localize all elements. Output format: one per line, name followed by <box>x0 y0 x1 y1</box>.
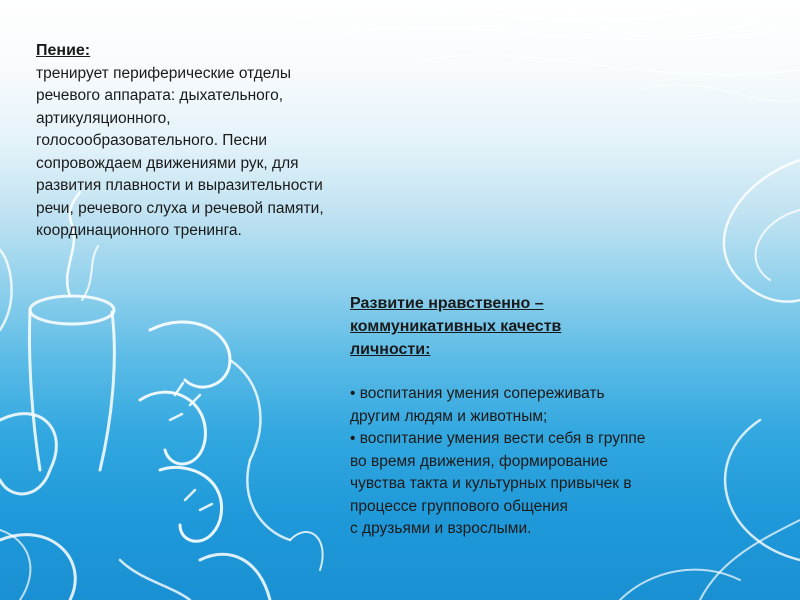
moral-body-line: чувства такта и культурных привычек в <box>350 475 632 492</box>
moral-heading-line: коммуникативных качеств <box>350 318 562 335</box>
singing-line: речи, речевого слуха и речевой памяти, <box>36 199 324 217</box>
singing-line: координационного тренинга. <box>36 222 242 239</box>
moral-body-line: с друзьями и взрослыми. <box>350 520 532 537</box>
moral-body-line: процессе группового общения <box>350 497 568 515</box>
singing-heading: Пение: <box>36 42 91 59</box>
moral-section <box>350 292 750 541</box>
moral-body-line: другим людям и животным; <box>350 407 548 425</box>
singing-line: сопровождаем движениями рук, для <box>36 154 299 172</box>
singing-line: тренирует периферические отделы <box>36 64 292 82</box>
spacer <box>350 361 750 383</box>
moral-body-line: • воспитания умения сопереживать <box>350 385 605 402</box>
moral-body-line: во время движения, формирование <box>350 452 609 470</box>
singing-section <box>36 40 416 243</box>
singing-line: речевого аппарата: дыхательного, <box>36 87 284 104</box>
singing-line: голосообразовательного. Песни <box>36 132 268 149</box>
moral-heading-line: личности: <box>350 341 431 358</box>
singing-line: развития плавности и выразительности <box>36 177 323 194</box>
moral-body-line: • воспитание умения вести себя в группе <box>350 430 646 447</box>
singing-line: артикуляционного, <box>36 109 171 127</box>
moral-heading-line: Развитие нравственно – <box>350 295 544 312</box>
